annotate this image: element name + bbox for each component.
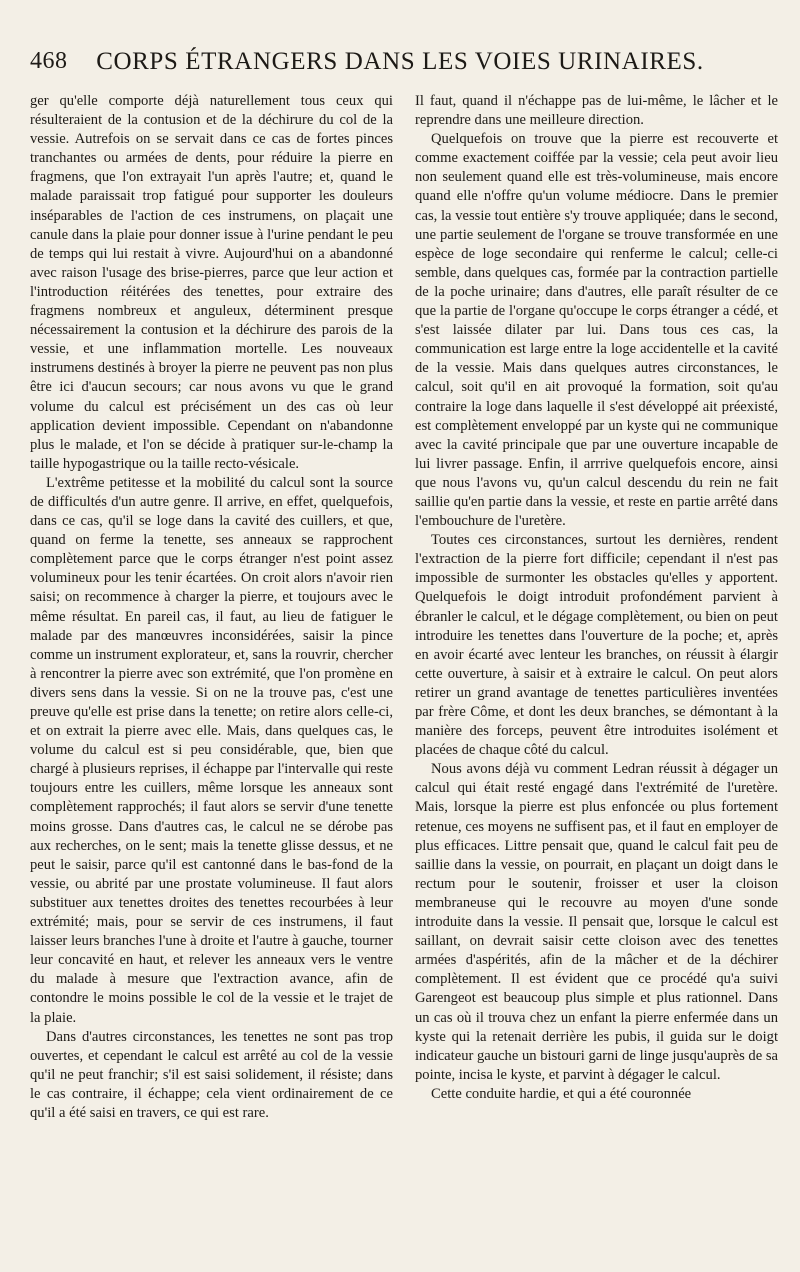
paragraph: ger qu'elle comporte déjà naturellement tous ceux qui résulteraient de la contusion et de la déchirure du col de la vessie. Autrefois on se servait dans ce cas de fortes pinces tranchantes ou armées de dents, pour réduire la pierre en fragmens, que l'on extrayait l'un après l'autre; et, quand le malade paraissait trop fatigué pour supporter les douleurs inséparables de l'action de ces instrumens, on plaçait une canule dans la plaie pour donner issue à l'urine pendant le peu de temps qui lui restait à vivre. Aujourd'hui on a abandonné avec raison l'usage des brise-pierres, parce que leur action et l'introduction réitérées des tenettes, pour extraire des fragmens nombreux et anguleux, déterminent presque nécessairement la contusion et la déchirure des parois de la vessie, et une inflammation mortelle. Les nouveaux instrumens destinés à broyer la pierre ne peuvent pas non plus être ici d'aucun secours; car nous avons vu que le grand volume du calcul est précisément un des cas où leur application devient impossible. Cependant on n'abandonne plus le malade, et l'on se décide à pratiquer sur-le-champ la taille hypogastrique ou la taille recto-vésicale. [30,93,393,472]
page-header [26,40,774,80]
paragraph: Quelquefois on trouve que la pierre est recouverte et comme exactement coiffée par la vessie; cela peut avoir lieu non seulement quand elle est très-volumineuse, mais encore quand elle n'offre qu'un volume médiocre. Dans le premier cas, la vessie tout entière s'y trouve appliquée; dans le second, une partie seulement de l'organe se trouve transformée en une espèce de loge secondaire qui renferme le calcul; celle-ci semble, dans quelques cas, formée par la contraction partielle de la poche urinaire; dans d'autres, elle paraît résulter de ce que la partie de l'organe qu'occupe le corps étranger a cédé, et s'est laissée dilater par lui. Dans tous ces cas, la communication est large entre la loge accidentelle et la cavité de la vessie. Mais dans quelques autres circonstances, le calcul, soit qu'il en ait provoqué la formation, soit qu'au contraire la loge dans laquelle il s'est développé ait préexisté, est complètement enveloppé par un kyste qui ne communique avec la cavité principale que par une ouverture incapable de lui livrer passage. Enfin, il arrrive quelquefois encore, ainsi que nous l'avons vu, qu'un calcul descendu du rein ne fait saillie qu'en partie dans la vessie, et reste en partie arrêté dans l'embouchure de l'uretère. [415,131,778,530]
paragraph: Cette conduite hardie, et qui a été couronnée [431,1085,692,1102]
paragraph: Toutes ces circonstances, surtout les dernières, rendent l'extraction de la pierre fort difficile; cependant il n'est pas impossible de surmonter les obstacles qu'elles y apportent. Quelquefois le doigt introduit profondément parvient à ébranler le calcul, et le dégage complètement, ou bien on peut introduire les tenettes dans l'ouverture de la poche; et, après en avoir écarté avec lenteur les branches, on réussit à élargir cette ouverture, à saisir et à extraire le calcul. On peut alors retirer un grand avantage de tenettes particulières inventées par frère Côme, et dont les deux branches, se démontant à la manière des forceps, peuvent être introduites isolément et placées de chaque côté du calcul. [415,532,778,759]
paragraph: Nous avons déjà vu comment Ledran réussit à dégager un calcul qui était resté engagé dans l'extrémité de l'uretère. Mais, lorsque la pierre est plus enfoncée ou plus fortement retenue, ces moyens ne suffisent pas, et il faut en employer de plus efficaces. Littre pensait que, quand le calcul fait peu de saillie dans la vessie, on pourrait, en plaçant un doigt dans le rectum pour le soutenir, froisser et user la cloison membraneuse qui le recouvre au moyen d'une sonde introduite dans la vessie. Il pensait que, lorsque le calcul est saillant, on devrait saisir cette cloison avec des tenettes armées d'aspérités, afin de la mâcher et de la déchirer complètement. Il est évident que ce procédé qu'a suivi Garengeot est beaucoup plus simple et plus rationnel. Dans un cas où il trouva chez un enfant la pierre enfermée dans un kyste qui la retenait derrière les pubis, il guida sur le doigt indicateur gauche un bistouri garni de linge jusqu'auprès de sa pointe, incisa le kyste, et parvint à dégager le calcul. [415,761,778,1083]
right-column [415,92,778,1262]
running-title: CORPS ÉTRANGERS DANS LES VOIES URINAIRES. [96,48,704,75]
paragraph: L'extrême petitesse et la mobilité du calcul sont la source de difficultés d'un autre genre. Il arrive, en effet, quelquefois, dans ce cas, qu'il se loge dans la cavité des cuillers, et que, quand on ferme la tenette, ses anneaux se rapprochent complètement parce que le corps étranger n'est point assez volumineux pour les tenir écartées. On croit alors n'avoir rien saisi; on recommence à charger la pierre, et toujours avec le même résultat. En pareil cas, il faut, au lieu de fatiguer le malade par des manœuvres inconsidérées, saisir la pince comme un instrument explorateur, et, sans la rouvrir, chercher à rencontrer la pierre avec son extrémité, que l'on promène en divers sens dans la vessie. Si on ne la trouve pas, c'est une preuve qu'elle est prise dans la tenette; on retire alors celle-ci, et on extrait la pierre avec elle. Mais, dans quelques cas, le volume du calcul est si peu considérable, que, bien que chargé à plusieurs reprises, il échappe par l'intervalle qui reste toujours entre les cuillers, même lorsque les anneaux sont complètement rapprochés; il faut alors se servir d'une tenette moins grosse. Dans d'autres cas, le calcul ne se dérobe pas aux recherches, on le sent; mais la tenette glisse dessus, et ne peut le saisir, parce qu'il est cantonné dans le bas-fond de la vessie, ou abrité par une prostate volumineuse. Il faut alors substituer aux tenettes droites des tenettes recourbées à leur extrémité; mais, pour se servir de ces instrumens, il faut laisser leurs branches l'une à droite et l'autre à gauche, tourner leur concavité en haut, et relever les anneaux vers le ventre du malade à mesure que l'extraction avance, afin de contondre le moins possible le col de la vessie et le trajet de la plaie. [30,474,393,1026]
text-columns [30,92,778,1262]
page-number: 468 [30,48,68,74]
left-column [30,92,393,1262]
paragraph: Dans d'autres circonstances, les tenettes ne sont pas trop ouvertes, et cependant le calcul est arrêté au col de la vessie qu'il ne peut franchir; s'il est saisi solidement, il résiste; dans le cas contraire, il échappe; cela vient ordinairement de ce qu'il a été saisi en travers, ce qui est rare. [30,1028,393,1121]
paragraph: Il faut, quand il n'échappe pas de lui-même, le lâcher et le reprendre dans une meilleure direction. [415,93,778,129]
